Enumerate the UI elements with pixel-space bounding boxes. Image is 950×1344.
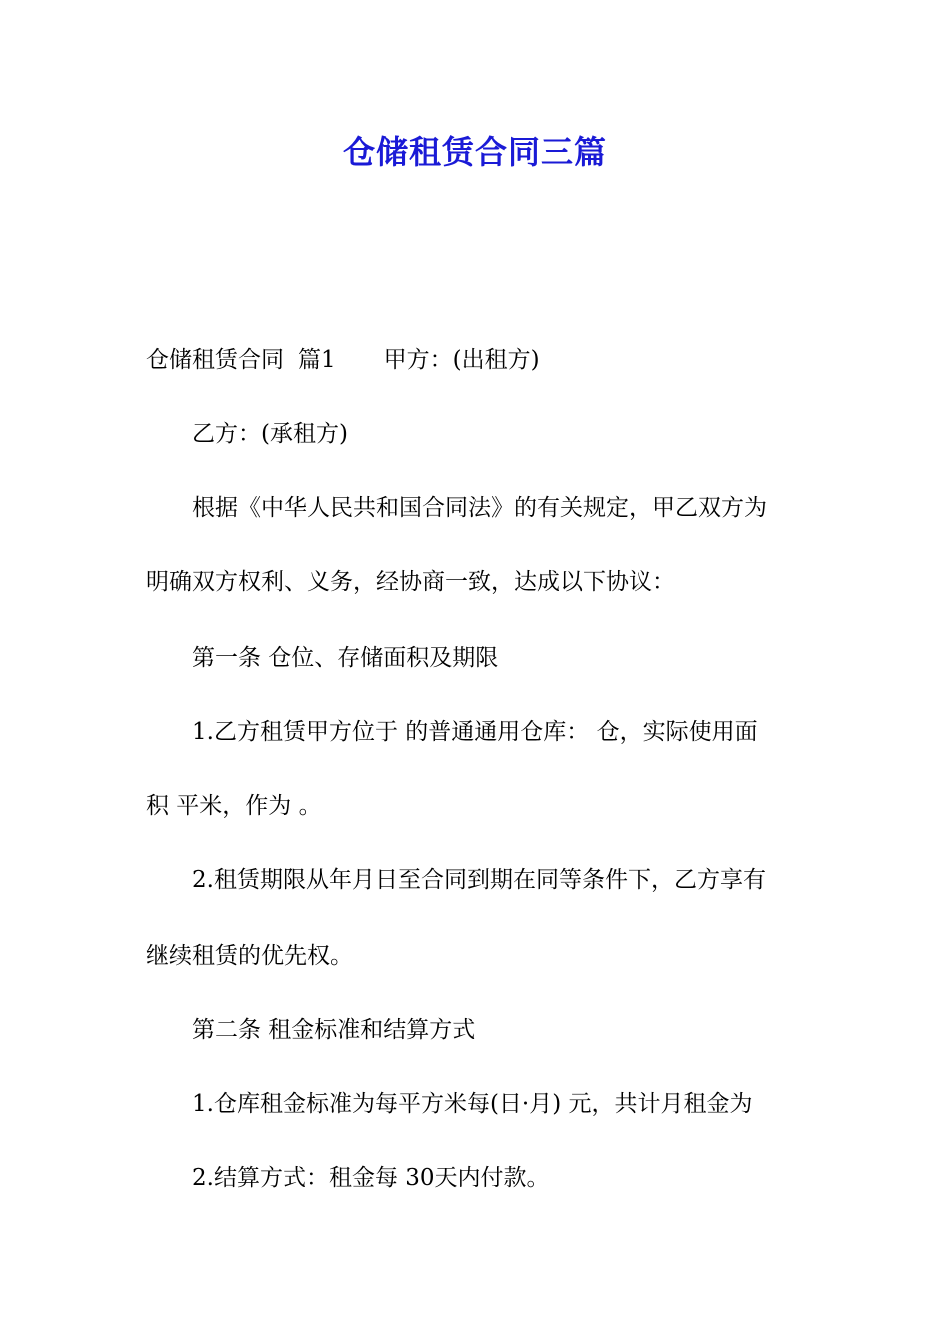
paragraph-line: 2.结算方式：租金每 30天内付款。 [192,1165,550,1191]
section-label: 篇1 [298,347,336,373]
article-heading: 第一条 仓位、存储面积及期限 [192,645,499,671]
paragraph-line: 积 平米，作为 。 [146,793,322,819]
paragraph-line: 继续租赁的优先权。 [146,943,353,969]
paragraph-line: 1.乙方租赁甲方位于 的普通通用仓库： 仓，实际使用面 [192,719,758,745]
document-title: 仓储租赁合同三篇 [342,133,607,171]
paragraph-line: 2.租赁期限从年月日至合同到期在同等条件下，乙方享有 [192,867,766,893]
paragraph-line: 1.仓库租金标准为每平方米每(日·月) 元，共计月租金为 [192,1091,753,1117]
paragraph-line: 明确双方权利、义务，经协商一致，达成以下协议： [146,569,675,595]
paragraph-line: 根据《中华人民共和国合同法》的有关规定，甲乙双方为 [192,495,767,521]
contract-name: 仓储租赁合同 [146,347,284,373]
party-b: 乙方：(承租方) [192,421,348,447]
party-a: 甲方：(出租方) [383,347,540,373]
first-line [146,344,806,376]
article-heading: 第二条 租金标准和结算方式 [192,1017,476,1043]
